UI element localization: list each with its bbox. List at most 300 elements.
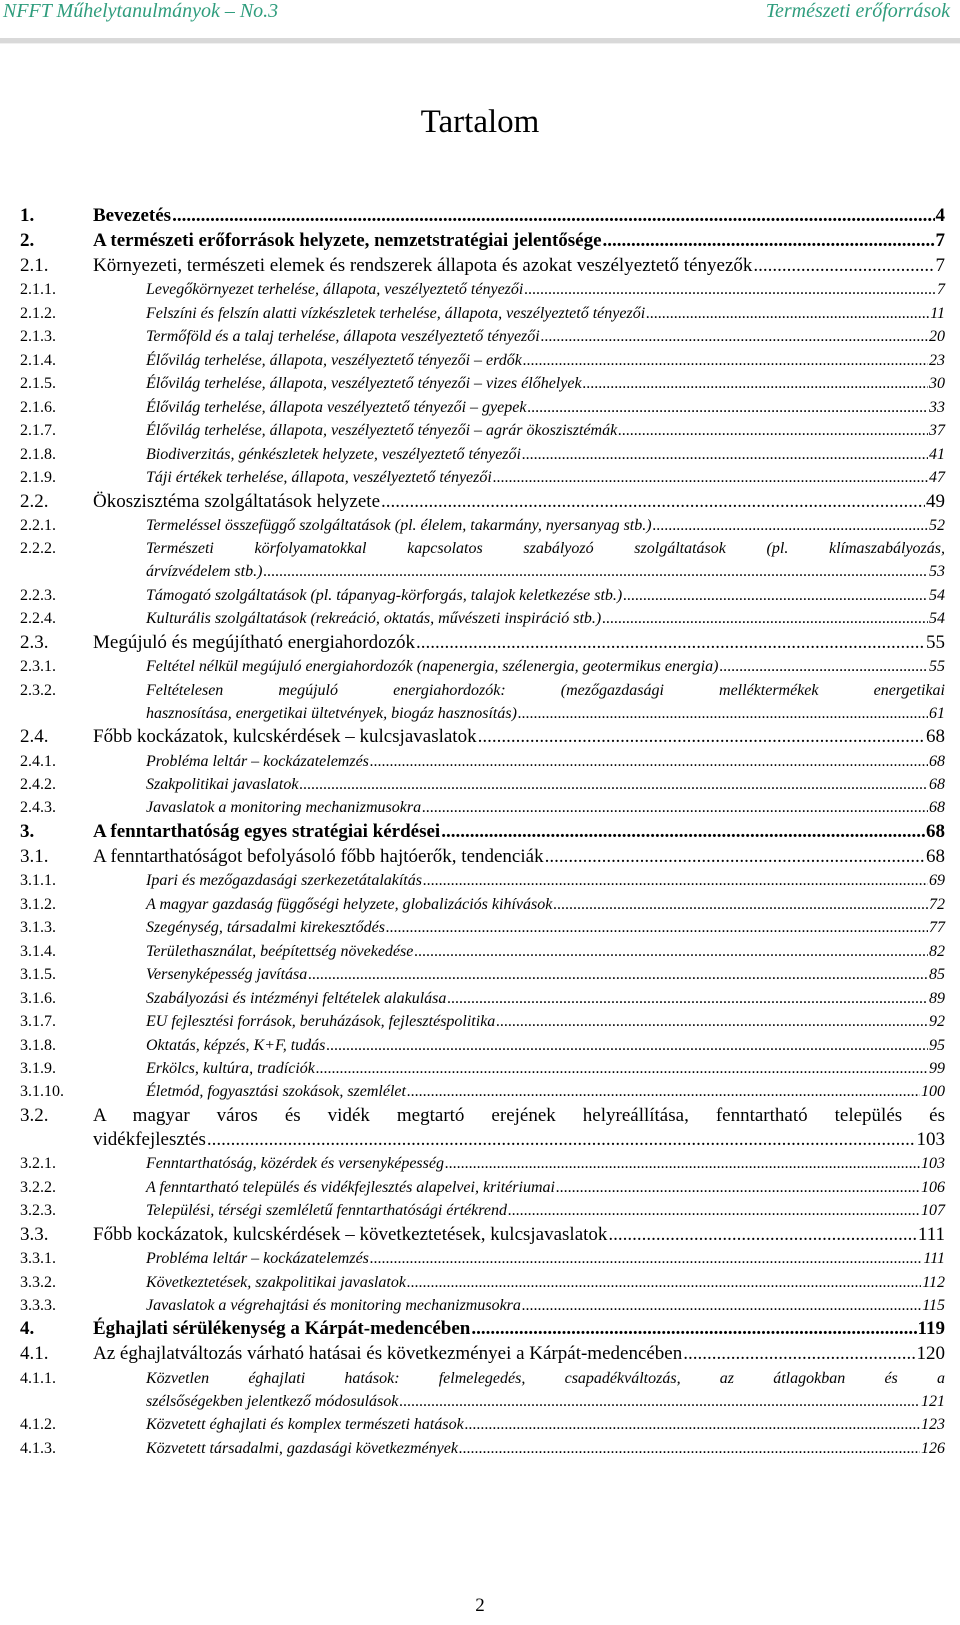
toc-entry-page: 7: [937, 281, 945, 299]
header-rule: [0, 38, 960, 44]
toc-entry[interactable]: [20, 372, 945, 395]
toc-entry-line: [93, 631, 945, 655]
toc-entry-line: [146, 869, 945, 892]
toc-entry-title: EU fejlesztési források, beruházások, fejlesztéspolitika: [146, 1013, 496, 1031]
toc-entry-page: 119: [917, 1318, 945, 1340]
dot-leader: [493, 466, 928, 489]
toc-entry-title: Biodiverzitás, génkészletek helyzete, veszélyeztető tényezői: [146, 445, 521, 463]
toc-entry-line: [146, 750, 945, 773]
toc-entry-page: 33: [929, 398, 945, 416]
toc-entry-number: 2.2.3.: [20, 586, 56, 604]
toc-entry-line: [146, 1437, 945, 1460]
toc-entry-number: 3.1.8.: [20, 1036, 56, 1054]
dot-leader: [623, 584, 928, 607]
toc-entry-title: szélsőségekben jelentkező módosulások: [146, 1392, 399, 1410]
toc-entry-number: 2.4.2.: [20, 776, 56, 793]
dot-leader: [370, 1247, 922, 1270]
dot-leader: [719, 655, 928, 678]
toc-entry-page: 106: [921, 1178, 945, 1196]
toc-entry-page: 54: [929, 610, 945, 628]
dot-leader: [527, 396, 928, 419]
toc-entry-title: Ipari és mezőgazdasági szerkezetátalakítás: [146, 872, 422, 890]
toc-entry-page: 55: [926, 631, 945, 653]
toc-entry[interactable]: [20, 655, 945, 678]
toc-entry[interactable]: [20, 1223, 945, 1247]
toc-entry[interactable]: [20, 490, 945, 514]
toc-entry-page: 100: [921, 1083, 945, 1101]
toc-entry-title: Feltétel nélkül megújuló energiahordozók (napenergia, szélenergia, geotermikus energia): [146, 658, 719, 676]
toc-entry-title: Javaslatok a monitoring mechanizmusokra: [146, 799, 422, 817]
header-section-title: Természeti erőforrások: [765, 0, 950, 22]
toc-entry-page: 120: [916, 1343, 945, 1365]
toc-entry-title: Települési, térségi szemléletű fenntarthatósági értékrend: [146, 1202, 507, 1220]
toc-entry-number: 3.1.2.: [20, 895, 56, 913]
toc-entry-line: [93, 1128, 945, 1152]
toc-entry-line: [146, 372, 945, 395]
dot-leader: [441, 820, 925, 844]
toc-entry-line: [93, 1342, 945, 1366]
toc-entry-title: Főbb kockázatok, kulcskérdések – kulcsjavaslatok: [93, 726, 477, 748]
toc-entry-title: Probléma leltár – kockázatelemzés: [146, 1250, 369, 1268]
toc-entry-title: A természeti erőforrások helyzete, nemzetstratégiai jelentősége: [93, 230, 602, 251]
dot-leader: [316, 1057, 928, 1080]
toc-entry-title: vidékfejlesztés: [93, 1128, 206, 1150]
toc-entry-title: Erkölcs, kultúra, tradíciók: [146, 1059, 315, 1077]
toc-entry-page: 68: [926, 820, 945, 842]
toc-entry-page: 23: [929, 351, 945, 369]
toc-entry-page: 111: [917, 1223, 945, 1245]
toc-entry-page: 37: [929, 422, 945, 440]
toc-entry[interactable]: [20, 278, 945, 301]
dot-leader: [370, 750, 928, 773]
toc-entry-number: 2.1.6.: [20, 398, 56, 416]
toc-entry-title: Versenyképesség javítása: [146, 966, 308, 984]
dot-leader: [207, 1128, 916, 1152]
toc-entry-title-line: A magyar város és vidék megtartó erejének helyreállítása, fenntartható település és: [93, 1104, 945, 1126]
toc-entry-line: [146, 560, 945, 583]
toc-entry-number: 4.: [20, 1318, 35, 1340]
toc-entry-title: A fenntarthatóság egyes stratégiai kérdései: [93, 820, 441, 842]
dot-leader: [308, 963, 928, 986]
toc-entry-number: 2.: [20, 230, 35, 251]
dot-leader: [478, 725, 925, 749]
toc-entry-title: Élővilág terhelése, állapota, veszélyeztető tényezői – vizes élőhelyek: [146, 375, 582, 393]
toc-entry[interactable]: [20, 916, 945, 939]
toc-entry-title: Szakpolitikai javaslatok: [146, 776, 299, 793]
toc-entry[interactable]: [20, 987, 945, 1010]
toc-entry-page: 69: [929, 872, 945, 890]
toc-entry-title: Termőföld és a talaj terhelése, állapota veszélyeztető tényezői: [146, 328, 540, 346]
dot-leader: [508, 1199, 920, 1222]
dot-leader: [172, 204, 934, 228]
toc-entry-title: Környezeti, természeti elemek és rendszerek állapota és azokat veszélyeztető tényezők: [93, 255, 753, 276]
toc-entry-page: 61: [929, 704, 945, 722]
toc-entry-number: 2.4.3.: [20, 799, 56, 817]
toc-entry-number: 3.2.1.: [20, 1155, 56, 1173]
toc-entry[interactable]: [20, 773, 945, 796]
toc-entry-title: Élővilág terhelése, állapota, veszélyeztető tényezői – erdők: [146, 351, 522, 369]
toc-entry-number: 3.1.7.: [20, 1013, 56, 1031]
toc-entry-number: 4.1.2.: [20, 1416, 56, 1434]
dot-leader: [522, 443, 928, 466]
toc-entry-line: [146, 1390, 945, 1413]
toc-entry-page: 99: [929, 1059, 945, 1077]
header-series-title: NFFT Műhelytanulmányok – No.3: [3, 0, 279, 22]
dot-leader: [263, 560, 928, 583]
toc-entry[interactable]: [20, 940, 945, 963]
toc-entry-title: Szabályozási és intézményi feltételek alakulása: [146, 989, 447, 1007]
dot-leader: [523, 349, 928, 372]
toc-entry-page: 7: [935, 230, 945, 251]
toc-entry[interactable]: [20, 229, 945, 253]
toc-entry[interactable]: [20, 302, 945, 325]
toc-entry[interactable]: [20, 963, 945, 986]
toc-entry[interactable]: [20, 1176, 945, 1199]
dot-leader: [422, 796, 928, 819]
toc-entry[interactable]: [20, 1271, 945, 1294]
toc-entry-title-line: Feltételesen megújuló energiahordozók: (mezőgazdasági melléktermékek energetikai: [146, 681, 945, 699]
toc-entry-line: [146, 1057, 945, 1080]
toc-entry[interactable]: [20, 204, 945, 228]
toc-entry-title: Termeléssel összefüggő szolgáltatások (pl. élelem, takarmány, nyersanyag stb.): [146, 516, 652, 534]
toc-entry-page: 72: [929, 895, 945, 913]
toc-entry-line: [146, 1034, 945, 1057]
toc-entry-page: 68: [926, 845, 945, 867]
toc-entry-line: [93, 254, 945, 278]
toc-entry-number: 2.2.: [20, 490, 49, 512]
toc-entry-line: [93, 490, 945, 514]
toc-entry-line: [146, 514, 945, 537]
toc-entry-page: 30: [929, 375, 945, 393]
toc-entry-title: Éghajlati sérülékenység a Kárpát-medencében: [93, 1318, 471, 1340]
toc-entry-number: 2.1.3.: [20, 328, 56, 346]
dot-leader: [553, 893, 928, 916]
running-header: [0, 0, 960, 38]
toc-entry-line: [146, 702, 945, 725]
toc-entry[interactable]: [20, 514, 945, 537]
toc-entry[interactable]: [20, 796, 945, 819]
toc-entry-number: 2.1.7.: [20, 422, 56, 440]
toc-entry-line: [146, 1247, 945, 1270]
toc-entry-title: A fenntarthatóságot befolyásoló főbb hajtóerők, tendenciák: [93, 845, 544, 867]
toc-entry-page: 4: [935, 205, 945, 226]
toc-entry-line: [146, 443, 945, 466]
toc-entry[interactable]: [20, 1034, 945, 1057]
toc-entry-page: 82: [929, 942, 945, 960]
toc-entry-page: 49: [926, 490, 945, 512]
toc-entry-title: Ökoszisztéma szolgáltatások helyzete: [93, 490, 381, 512]
toc-entry[interactable]: [20, 1104, 945, 1152]
toc-entry[interactable]: [20, 584, 945, 607]
toc-entry-line: [146, 302, 945, 325]
dot-leader: [381, 490, 925, 514]
toc-entry[interactable]: [20, 1413, 945, 1436]
toc-entry-number: 3.3.3.: [20, 1297, 56, 1314]
toc-entry-title: Bevezetés: [93, 205, 172, 226]
toc-entry[interactable]: [20, 631, 945, 655]
toc-entry-number: 3.3.: [20, 1223, 49, 1245]
toc-entry-title: Javaslatok a végrehajtási és monitoring mechanizmusokra: [146, 1297, 521, 1314]
toc-entry-number: 3.1.10.: [20, 1083, 64, 1101]
dot-leader: [423, 869, 928, 892]
toc-entry-title: Területhasználat, beépítettség növekedése: [146, 942, 414, 960]
toc-entry-line: [146, 1294, 945, 1317]
toc-entry-title: árvízvédelem stb.): [146, 563, 263, 581]
toc-entry[interactable]: [20, 1152, 945, 1175]
toc-entry-page: 95: [929, 1036, 945, 1054]
toc-entry-page: 112: [922, 1273, 945, 1291]
toc-entry[interactable]: [20, 537, 945, 583]
toc-entry-line: [93, 229, 945, 253]
toc-entry-line: [146, 1271, 945, 1294]
toc-entry-number: 3.1.3.: [20, 919, 56, 937]
toc-entry-title: Támogató szolgáltatások (pl. tápanyag-körforgás, talajok keletkezése stb.): [146, 586, 623, 604]
toc-entry-page: 111: [923, 1250, 945, 1268]
toc-entry-page: 52: [929, 516, 945, 534]
toc-entry-number: 4.1.: [20, 1343, 49, 1365]
dot-leader: [447, 987, 928, 1010]
dot-leader: [683, 1342, 915, 1366]
toc-entry-page: 77: [929, 919, 945, 937]
toc-entry-line: [93, 820, 945, 844]
toc-entry-page: 103: [916, 1128, 945, 1150]
toc-entry-line: [146, 466, 945, 489]
dot-leader: [753, 254, 934, 278]
toc-entry-line: [146, 893, 945, 916]
toc-entry-line: [146, 396, 945, 419]
toc-entry-page: 41: [929, 445, 945, 463]
toc-entry-title: Az éghajlatváltozás várható hatásai és következményei a Kárpát-medencében: [93, 1343, 683, 1365]
toc-entry-line: [146, 916, 945, 939]
dot-leader: [522, 1294, 921, 1317]
toc-entry-title: Felszíni és felszín alatti vízkészletek terhelése, állapota, veszélyeztető tényezői: [146, 304, 646, 322]
toc-entry-number: 1.: [20, 205, 35, 226]
toc-entry-title-line: Természeti körfolyamatokkal kapcsolatos szabályozó szolgáltatások (pl. klímaszabályozás,: [146, 540, 945, 558]
dot-leader: [459, 1437, 920, 1460]
dot-leader: [608, 1223, 916, 1247]
toc-entry[interactable]: [20, 750, 945, 773]
dot-leader: [524, 278, 936, 301]
toc-entry-line: [146, 1199, 945, 1222]
toc-entry-line: [146, 325, 945, 348]
toc-entry-title-line: Közvetlen éghajlati hatások: felmelegedés, csapadékváltozás, az átlagokban és a: [146, 1369, 945, 1387]
toc-entry-number: 2.1.5.: [20, 375, 56, 393]
toc-entry[interactable]: [20, 1317, 945, 1341]
dot-leader: [653, 514, 928, 537]
dot-leader: [471, 1317, 916, 1341]
toc-entry-line: [146, 963, 945, 986]
toc-entry[interactable]: [20, 443, 945, 466]
dot-leader: [583, 372, 928, 395]
toc-entry-number: 2.2.4.: [20, 610, 56, 628]
toc-entry-number: 2.1.2.: [20, 304, 56, 322]
toc-entry-number: 2.3.1.: [20, 658, 56, 676]
toc-entry-title: A magyar gazdaság függőségi helyzete, globalizációs kihívások: [146, 895, 553, 913]
toc-entry[interactable]: [20, 325, 945, 348]
toc-entry-line: [146, 940, 945, 963]
toc-entry-number: 3.2.: [20, 1104, 49, 1126]
dot-leader: [326, 1034, 928, 1057]
toc-entry-title: hasznosítása, energetikai ültetvények, biogáz hasznosítás): [146, 704, 517, 722]
toc-entry-number: 3.1.6.: [20, 989, 56, 1007]
toc-entry-title: Megújuló és megújítható energiahordozók: [93, 631, 416, 653]
toc-entry-title: A fenntartható település és vidékfejlesztés alapelvei, kritériumai: [146, 1178, 555, 1196]
toc-entry[interactable]: [20, 396, 945, 419]
toc-entry-title: Oktatás, képzés, K+F, tudás: [146, 1036, 326, 1054]
toc-entry-title: Probléma leltár – kockázatelemzés: [146, 752, 369, 770]
dot-leader: [399, 1390, 920, 1413]
toc-entry-title: Élővilág terhelése, állapota, veszélyeztető tényezői – agrár ökoszisztémák: [146, 422, 618, 440]
toc-entry[interactable]: [20, 845, 945, 869]
dot-leader: [386, 916, 928, 939]
toc-entry-number: 3.2.2.: [20, 1178, 56, 1196]
toc-entry[interactable]: [20, 419, 945, 442]
toc-entry-page: 20: [929, 328, 945, 346]
toc-entry-number: 3.: [20, 820, 35, 842]
toc-entry-title: Levegőkörnyezet terhelése, állapota, veszélyeztető tényezői: [146, 281, 524, 299]
toc-entry-line: [146, 1413, 945, 1436]
toc-entry-line: [146, 607, 945, 630]
toc-entry-title: Főbb kockázatok, kulcskérdések – következtetések, kulcsjavaslatok: [93, 1223, 608, 1245]
toc-entry-number: 2.1.1.: [20, 281, 56, 299]
toc-entry[interactable]: [20, 607, 945, 630]
toc-entry-title: Szegénység, társadalmi kirekesztődés: [146, 919, 385, 937]
dot-leader: [465, 1413, 920, 1436]
toc-entry-page: 126: [921, 1439, 945, 1457]
toc-entry-title: Életmód, fogyasztási szokások, szemlélet: [146, 1083, 406, 1101]
toc-entry-page: 115: [922, 1297, 945, 1314]
toc-entry-line: [146, 419, 945, 442]
toc-entry[interactable]: [20, 349, 945, 372]
toc-entry-number: 3.3.2.: [20, 1273, 56, 1291]
toc-entry-line: [146, 349, 945, 372]
toc-entry[interactable]: [20, 466, 945, 489]
toc-entry-page: 121: [921, 1392, 945, 1410]
dot-leader: [602, 607, 928, 630]
toc-entry[interactable]: [20, 1057, 945, 1080]
toc-entry-number: 4.1.3.: [20, 1439, 56, 1457]
toc-entry-page: 68: [929, 799, 945, 817]
toc-entry[interactable]: [20, 1247, 945, 1270]
toc-entry-line: [146, 1080, 945, 1103]
dot-leader: [416, 631, 925, 655]
toc-entry-page: 68: [929, 776, 945, 793]
toc-entry-line: [146, 773, 945, 796]
toc-entry[interactable]: [20, 1010, 945, 1033]
toc-entry-title: Közvetett éghajlati és komplex természeti hatások: [146, 1416, 464, 1434]
toc-entry[interactable]: [20, 1080, 945, 1103]
toc-entry-page: 53: [929, 563, 945, 581]
toc-entry[interactable]: [20, 254, 945, 278]
toc-entry-number: 3.1.1.: [20, 872, 56, 890]
toc-entry-line: [93, 1223, 945, 1247]
toc-entry-number: 2.3.2.: [20, 681, 56, 699]
toc-entry-number: 3.1.9.: [20, 1059, 56, 1077]
toc-entry-page: 107: [921, 1202, 945, 1220]
dot-leader: [603, 229, 935, 253]
toc-entry[interactable]: [20, 1199, 945, 1222]
toc-entry[interactable]: [20, 725, 945, 749]
toc-entry-title: Közvetett társadalmi, gazdasági következmények: [146, 1439, 458, 1457]
toc-entry-line: [146, 1010, 945, 1033]
toc-entry-number: 2.1.9.: [20, 469, 56, 487]
dot-leader: [518, 702, 928, 725]
toc-entry-page: 54: [929, 586, 945, 604]
toc-entry-number: 3.1.: [20, 845, 49, 867]
toc-entry-title: Élővilág terhelése, állapota veszélyeztető tényezői – gyepek: [146, 398, 527, 416]
toc-entry-title: Következtetések, szakpolitikai javaslatok: [146, 1273, 406, 1291]
toc-entry-page: 55: [929, 658, 945, 676]
toc-entry[interactable]: [20, 1437, 945, 1460]
toc-entry-line: [146, 1152, 945, 1175]
toc-entry-page: 11: [930, 304, 945, 322]
toc-entry-page: 92: [929, 1013, 945, 1031]
dot-leader: [541, 325, 928, 348]
toc-entry-number: 3.1.4.: [20, 942, 56, 960]
dot-leader: [646, 302, 929, 325]
toc-entry-page: 85: [929, 966, 945, 984]
toc-entry-line: [93, 845, 945, 869]
toc-entry-line: [146, 1176, 945, 1199]
toc-entry-line: [146, 278, 945, 301]
toc-entry[interactable]: [20, 820, 945, 844]
toc-entry-page: 68: [929, 752, 945, 770]
toc-entry-line: [93, 725, 945, 749]
toc-entry-number: 2.1.: [20, 255, 49, 276]
toc-entry[interactable]: [20, 869, 945, 892]
dot-leader: [556, 1176, 920, 1199]
toc-entry[interactable]: [20, 1342, 945, 1366]
page-title: Tartalom: [420, 104, 540, 140]
toc-entry-page: 7: [935, 255, 945, 276]
toc-entry-number: 4.1.1.: [20, 1369, 56, 1387]
toc-entry-title: Fenntarthatóság, közérdek és versenyképesség: [146, 1155, 444, 1173]
toc-entry-title: Táji értékek terhelése, állapota, veszélyeztető tényezői: [146, 469, 492, 487]
toc-entry-number: 2.2.1.: [20, 516, 56, 534]
toc-entry-number: 2.1.4.: [20, 351, 56, 369]
dot-leader: [545, 845, 925, 869]
toc-entry-page: 89: [929, 989, 945, 1007]
toc-entry-line: [93, 1317, 945, 1341]
dot-leader: [618, 419, 928, 442]
toc-entry-number: 3.2.3.: [20, 1202, 56, 1220]
dot-leader: [445, 1152, 920, 1175]
toc-entry-line: [146, 584, 945, 607]
toc-entry-number: 2.4.: [20, 726, 49, 748]
dot-leader: [407, 1080, 920, 1103]
dot-leader: [496, 1010, 928, 1033]
toc-entry-number: 3.3.1.: [20, 1250, 56, 1268]
toc-entry-page: 103: [921, 1155, 945, 1173]
page-number: 2: [475, 1595, 485, 1616]
toc-entry-number: 2.3.: [20, 631, 49, 653]
toc-entry-line: [93, 204, 945, 228]
toc-entry-line: [146, 796, 945, 819]
toc-entry[interactable]: [20, 1294, 945, 1317]
toc-entry-number: 2.1.8.: [20, 445, 56, 463]
toc-entry[interactable]: [20, 1367, 945, 1413]
toc-entry-page: 68: [926, 726, 945, 748]
toc-entry-line: [146, 655, 945, 678]
toc-entry-title: Kulturális szolgáltatások (rekreáció, oktatás, művészeti inspiráció stb.): [146, 610, 602, 628]
toc-entry-number: 3.1.5.: [20, 966, 56, 984]
toc-entry[interactable]: [20, 679, 945, 725]
toc-entry-number: 2.2.2.: [20, 540, 56, 558]
toc-entry-line: [146, 987, 945, 1010]
toc-entry-page: 123: [921, 1416, 945, 1434]
toc-entry-page: 47: [929, 469, 945, 487]
toc-entry[interactable]: [20, 893, 945, 916]
